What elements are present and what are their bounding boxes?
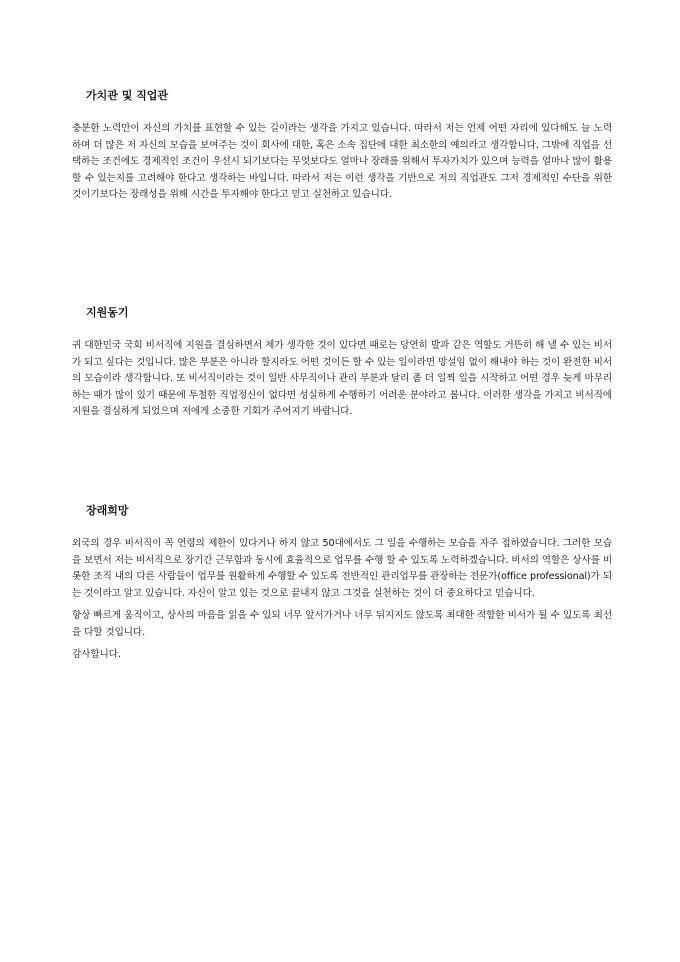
section-heading-future-goals: 장래희망 bbox=[86, 504, 129, 517]
section-values bbox=[72, 89, 612, 204]
paragraph-future-goals-1: 외국의 경우 비서직이 꼭 연령의 제한이 있다거나 하지 않고 50대에서도 그 일을 수행하는 모습을 자주 접하였습니다. 그러한 모습을 보면서 저는 비서직으로 장기간 근무함과 동시에 효율적으로 업무를 수행 할 수 있도록 노력하겠습니다. 비서의 역할은 상사를 비롯한 조직 내의 다른 사람들이 업무를 원활하게 수행할 수 있도록 전반적인 관리업무를 관장하는 전문가(office professional)가 되는 것이라고 알고 있습니다. 자신이 알고 있는 것으로 끝내지 않고 그것을 실천하는 것이 더 중요하다고 믿습니다. bbox=[72, 538, 612, 599]
section-heading-motivation: 지원동기 bbox=[86, 306, 129, 319]
section-motivation bbox=[72, 306, 612, 421]
paragraph-values: 충분한 노력만이 자신의 가치를 표현할 수 있는 길이라는 생각을 가지고 있습니다. 따라서 저는 언제 어떤 자리에 있다해도 늘 노력하며 더 많은 저 자신의 모습을 보여주는 것이 회사에 대한, 혹은 소속 집단에 대한 최소한의 예의라고 생각합니다. 그밖에 직업을 선택하는 조건에도 경제적인 조건이 우선시 되기보다는 무엇보다도 얼마나 장래를 위해서 투자가치가 있으며 능력을 얼마나 많이 활용할 수 있는지를 고려해야 한다고 생각하는 바입니다. 따라서 저는 이런 생각을 기반으로 저의 직업관도 그저 경제적인 수단을 위한 것이기보다는 장래성을 위해 시간을 투자해야 한다고 믿고 실천하고 있습니다. bbox=[72, 123, 612, 200]
section-future-goals bbox=[72, 504, 612, 664]
paragraph-closing: 감사합니다. bbox=[72, 649, 121, 660]
paragraph-future-goals-2: 항상 빠르게 움직이고, 상사의 마음을 읽을 수 있되 너무 앞서가거나 너무 뒤지지도 않도록 최대한 적합한 비서가 될 수 있도록 최선을 다할 것입니다. bbox=[72, 610, 612, 638]
paragraph-motivation: 귀 대한민국 국회 비서직에 지원을 결심하면서 제가 생각한 것이 있다면 때로는 당연히 발과 같은 역할도 거뜬히 해 낼 수 있는 비서가 되고 싶다는 것입니다. 많은 부분은 아니라 할지라도 어떤 것이든 할 수 있는 일이라면 망설임 없이 해내야 하는 것이 완전한 비서의 모습이라 생각합니다. 또 비서직이라는 것이 일반 사무직이나 관리 부분과 달리 좀 더 일찍 일을 시작하고 어떤 경우 늦게 마무리하는 때가 많이 있기 때문에 투철한 직업정신이 없다면 성실하게 수행하기 어려운 분야라고 봅니다. 이러한 생각을 가지고 비서직에 지원을 결심하게 되었으며 저에게 소중한 기회가 주어지기 바랍니다. bbox=[72, 340, 612, 417]
section-heading-values: 가치관 및 직업관 bbox=[86, 89, 169, 102]
